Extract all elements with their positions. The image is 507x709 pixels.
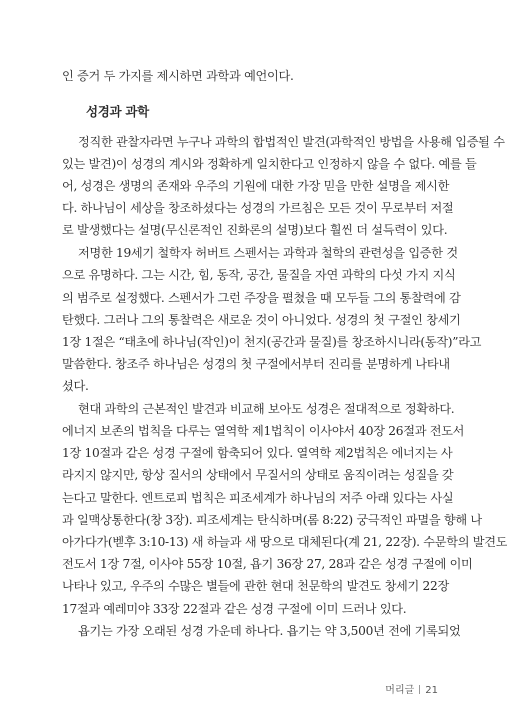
- paragraph-3-line-10: 17절과 예레미야 33장 22절과 같은 성경 구절에 이미 드러나 있다.: [62, 602, 407, 616]
- paragraph-4-line-1: 욥기는 가장 오래된 성경 가운데 하나다. 욥기는 약 3,500년 전에 기록되었: [78, 624, 461, 638]
- paragraph-2-line-5: 1장 1절은 “태초에 하나님(작인)이 천지(공간과 물질)를 창조하시니라(동작)”라고: [62, 335, 482, 349]
- paragraph-2-line-6: 말씀한다. 창조주 하나님은 성경의 첫 구절에서부터 진리를 분명하게 나타내: [62, 357, 450, 371]
- paragraph-2-line-3: 의 범주로 설정했다. 스펜서가 그런 주장을 펼쳤을 때 모두들 그의 통찰력에 감: [62, 291, 461, 305]
- page-number: 21: [425, 685, 438, 696]
- paragraph-3-line-3: 1장 10절과 같은 성경 구절에 함축되어 있다. 열역학 제2법칙은 에너지는 사: [62, 446, 453, 460]
- running-head: 머리글: [385, 685, 415, 696]
- paragraph-1-line-4: 다. 하나님이 세상을 창조하셨다는 성경의 가르침은 모든 것이 무로부터 저절: [62, 201, 454, 215]
- page-footer: [385, 681, 438, 696]
- paragraph-2-line-4: 탄했다. 그러나 그의 통찰력은 새로운 것이 아니었다. 성경의 첫 구절인 창세기: [62, 313, 461, 327]
- paragraph-1-line-5: 로 발생했다는 설명(무신론적인 진화론의 설명)보다 훨씬 더 설득력이 있다.: [62, 223, 448, 237]
- footer-divider: [419, 685, 420, 694]
- paragraph-3-line-8: 전도서 1장 7절, 이사야 55장 10절, 욥기 36장 27, 28과 같은 성경 구절에 이미: [62, 557, 473, 571]
- paragraph-3-line-7: 아가다가(벧후 3:10-13) 새 하늘과 새 땅으로 대체된다(계 21, 22장). 수문학의 발견도: [62, 535, 507, 549]
- paragraph-2-line-1: 저명한 19세기 철학자 허버트 스펜서는 과학과 철학의 관련성을 입증한 것: [78, 246, 458, 260]
- paragraph-3-line-9: 나타나 있고, 우주의 수많은 별들에 관한 현대 천문학의 발견도 창세기 22장: [62, 579, 449, 593]
- paragraph-3-line-2: 에너지 보존의 법칙을 다루는 열역학 제1법칙이 이사야서 40장 26절과 전도서: [62, 424, 465, 438]
- paragraph-1-line-1: 정직한 관찰자라면 누구나 과학의 합법적인 발견(과학적인 방법을 사용해 입증될 수: [78, 135, 505, 149]
- opening-line: 인 증거 두 가지를 제시하면 과학과 예언이다.: [62, 69, 294, 83]
- paragraph-3-line-6: 과 일맥상통한다(창 3장). 피조세계는 탄식하며(롬 8:22) 궁극적인 파멸을 향해 나: [62, 513, 482, 527]
- paragraph-1-line-3: 어, 성경은 생명의 존재와 우주의 기원에 대한 가장 믿을 만한 설명을 제시한: [62, 179, 450, 193]
- paragraph-3-line-1: 현대 과학의 근본적인 발견과 비교해 보아도 성경은 절대적으로 정확하다.: [78, 402, 455, 416]
- paragraph-2-line-2: 으로 유명하다. 그는 시간, 힘, 동작, 공간, 물질을 자연 과학의 다섯 가지 지식: [62, 268, 456, 282]
- paragraph-2-line-7: 셨다.: [62, 379, 89, 393]
- paragraph-3-line-4: 라지지 않지만, 항상 질서의 상태에서 무질서의 상태로 움직이려는 성질을 갖: [62, 468, 454, 482]
- paragraph-1-line-2: 있는 발견)이 성경의 계시와 정확하게 일치한다고 인정하지 않을 수 없다. 예를 들: [62, 157, 477, 171]
- paragraph-3-line-5: 는다고 말한다. 엔트로피 법칙은 피조세계가 하나님의 저주 아래 있다는 사실: [62, 491, 454, 505]
- section-title: 성경과 과학: [86, 104, 149, 119]
